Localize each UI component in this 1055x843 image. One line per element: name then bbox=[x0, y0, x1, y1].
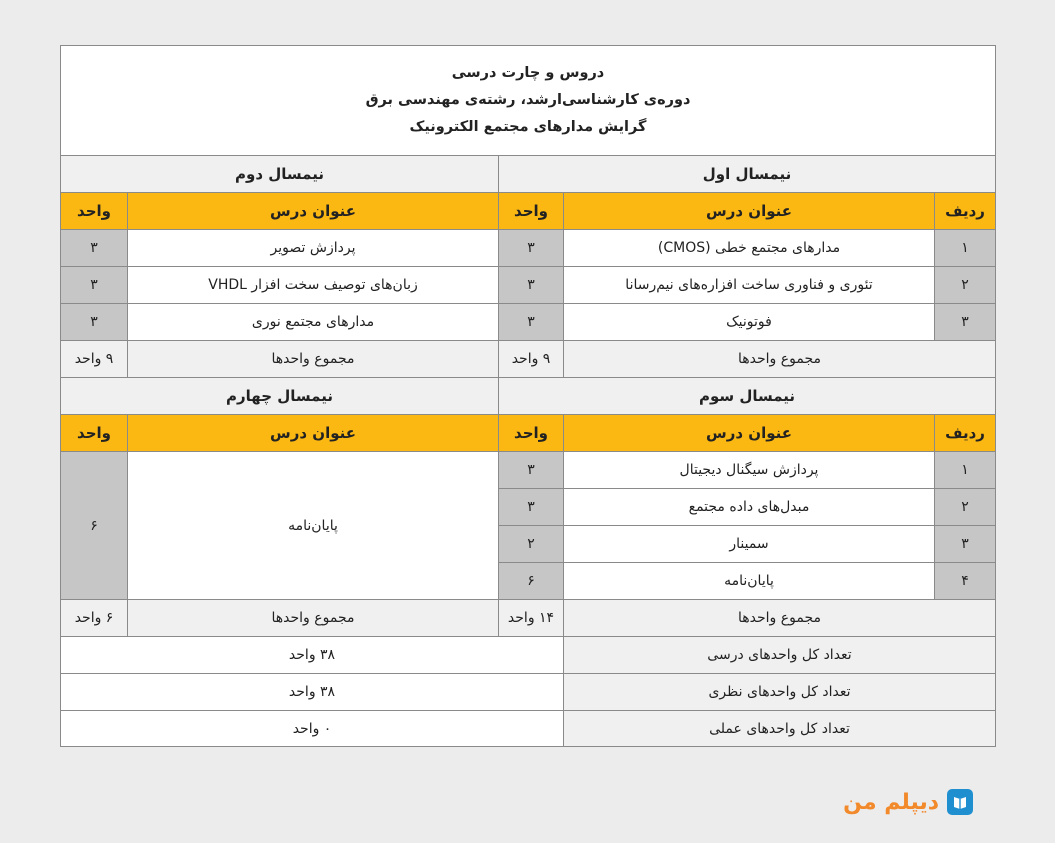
s2-row-1-title: پردازش تصویر bbox=[127, 229, 499, 267]
s1-row-1-title: مدارهای مجتمع خطی (CMOS) bbox=[563, 229, 935, 267]
semester-1-title: نیمسال اول bbox=[498, 155, 996, 193]
col-header-course-title: عنوان درس bbox=[563, 192, 935, 230]
summary-theory-label: تعداد کل واحدهای نظری bbox=[563, 673, 996, 711]
summary-practical-label: تعداد کل واحدهای عملی bbox=[563, 710, 996, 747]
s3-row-2-title: مبدل‌های داده مجتمع bbox=[563, 488, 935, 526]
s3-row-4-no: ۴ bbox=[934, 562, 996, 600]
col-header-course-title: عنوان درس bbox=[127, 414, 499, 452]
summary-total-label: تعداد کل واحدهای درسی bbox=[563, 636, 996, 674]
col-header-course-title: عنوان درس bbox=[127, 192, 499, 230]
col-header-units: واحد bbox=[60, 192, 128, 230]
s3-row-1-units: ۳ bbox=[498, 451, 564, 489]
s4-total-label: مجموع واحدها bbox=[127, 599, 499, 637]
s4-row-1-units: ۶ bbox=[60, 451, 128, 600]
s3-row-3-no: ۳ bbox=[934, 525, 996, 563]
s2-row-2-units: ۳ bbox=[60, 266, 128, 304]
course-chart-table bbox=[60, 45, 996, 747]
s3-total-label: مجموع واحدها bbox=[563, 599, 996, 637]
semester-4-title: نیمسال چهارم bbox=[60, 377, 499, 415]
s1-row-2-no: ۲ bbox=[934, 266, 996, 304]
s1-row-2-units: ۳ bbox=[498, 266, 564, 304]
s3-row-3-units: ۲ bbox=[498, 525, 564, 563]
s3-row-2-units: ۳ bbox=[498, 488, 564, 526]
col-header-course-title: عنوان درس bbox=[563, 414, 935, 452]
s1-row-3-no: ۳ bbox=[934, 303, 996, 341]
s1-row-1-units: ۳ bbox=[498, 229, 564, 267]
title-line-1: دروس و چارت درسی bbox=[451, 65, 605, 81]
summary-total-value: ۳۸ واحد bbox=[60, 636, 564, 674]
s3-total-value: ۱۴ واحد bbox=[498, 599, 564, 637]
col-header-units: واحد bbox=[498, 414, 564, 452]
s4-total-value: ۶ واحد bbox=[60, 599, 128, 637]
s2-total-value: ۹ واحد bbox=[60, 340, 128, 378]
s3-row-4-title: پایان‌نامه bbox=[563, 562, 935, 600]
s1-row-1-no: ۱ bbox=[934, 229, 996, 267]
summary-theory-value: ۳۸ واحد bbox=[60, 673, 564, 711]
summary-practical-value: ۰ واحد bbox=[60, 710, 564, 747]
s1-row-3-title: فوتونیک bbox=[563, 303, 935, 341]
title-line-3: گرایش مدارهای مجتمع الکترونیک bbox=[409, 119, 647, 135]
col-header-units: واحد bbox=[60, 414, 128, 452]
s3-row-1-no: ۱ bbox=[934, 451, 996, 489]
s2-row-2-title: زبان‌های توصیف سخت افزار VHDL bbox=[127, 266, 499, 304]
s3-row-1-title: پردازش سیگنال دیجیتال bbox=[563, 451, 935, 489]
logo-text: دیپلم من bbox=[843, 789, 939, 815]
s1-row-3-units: ۳ bbox=[498, 303, 564, 341]
s2-row-3-units: ۳ bbox=[60, 303, 128, 341]
s2-row-1-units: ۳ bbox=[60, 229, 128, 267]
title-line-2: دوره‌ی کارشناسی‌ارشد، رشته‌ی مهندسی برق bbox=[365, 92, 691, 108]
semester-2-title: نیمسال دوم bbox=[60, 155, 499, 193]
table-title bbox=[60, 45, 996, 156]
diplomeman-logo bbox=[835, 786, 973, 818]
col-header-row-no: ردیف bbox=[934, 414, 996, 452]
s1-total-value: ۹ واحد bbox=[498, 340, 564, 378]
s1-total-label: مجموع واحدها bbox=[563, 340, 996, 378]
s2-row-3-title: مدارهای مجتمع نوری bbox=[127, 303, 499, 341]
s3-row-2-no: ۲ bbox=[934, 488, 996, 526]
s2-total-label: مجموع واحدها bbox=[127, 340, 499, 378]
s3-row-3-title: سمینار bbox=[563, 525, 935, 563]
s1-row-2-title: تئوری و فناوری ساخت افزاره‌های نیم‌رسانا bbox=[563, 266, 935, 304]
col-header-row-no: ردیف bbox=[934, 192, 996, 230]
book-icon bbox=[947, 789, 973, 815]
s3-row-4-units: ۶ bbox=[498, 562, 564, 600]
col-header-units: واحد bbox=[498, 192, 564, 230]
s4-row-1-title: پایان‌نامه bbox=[127, 451, 499, 600]
semester-3-title: نیمسال سوم bbox=[498, 377, 996, 415]
